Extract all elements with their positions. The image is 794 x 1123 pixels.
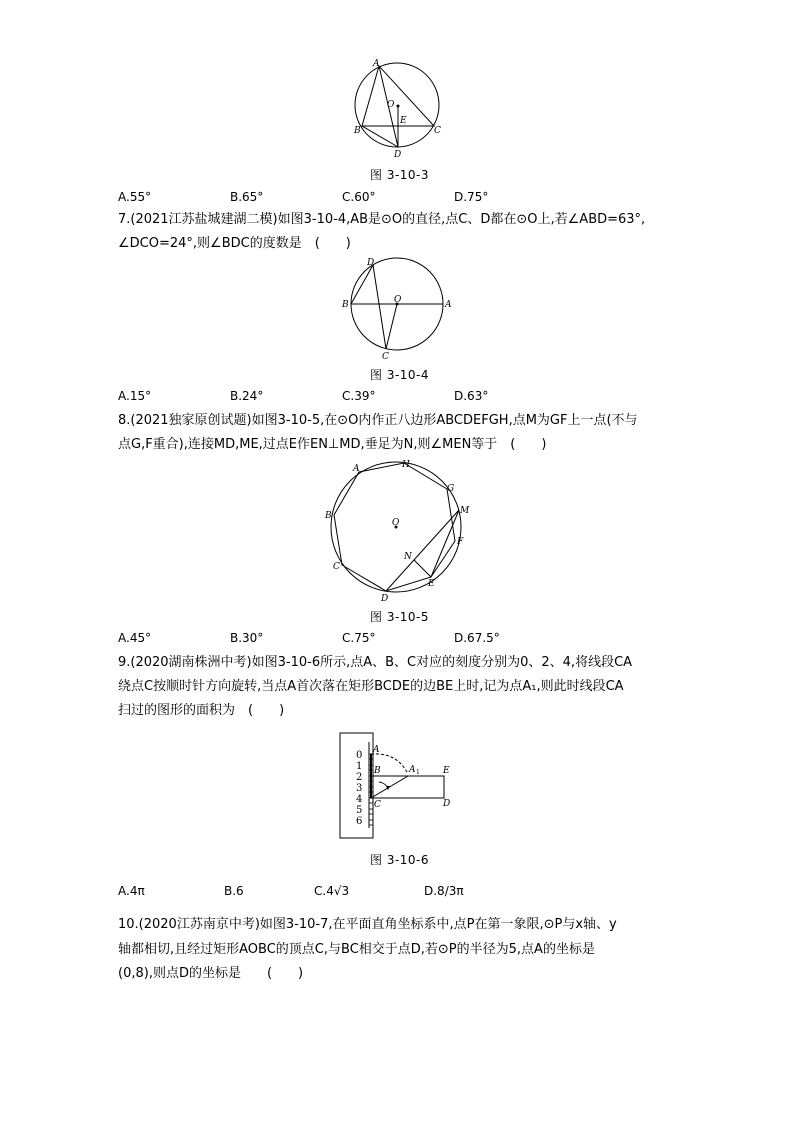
q8-option-d[interactable]: D.67.5° [454, 631, 500, 645]
q7-option-a[interactable]: A.15° [118, 389, 152, 403]
q7-option-c[interactable]: C.39° [342, 389, 376, 403]
label-b: B [325, 511, 332, 521]
ruler-tick-1: 1 [356, 761, 363, 772]
figure-3-10-3 [340, 55, 450, 160]
q8-option-b[interactable]: B.30° [230, 631, 264, 645]
q7-line2: ∠DCO=24°,则∠BDC的度数是 ( ) [118, 236, 351, 251]
label-c: C [374, 800, 381, 810]
label-e: E [400, 116, 407, 126]
q9-option-c[interactable]: C.4√3 [314, 884, 350, 898]
q8-line1: 8.(2021独家原创试题)如图3-10-5,在⊙O内作正八边形ABCDEFGH,点M为GF上一点(不与 [118, 413, 638, 428]
label-a: A [373, 59, 380, 69]
q9-option-d[interactable]: D.8/3π [424, 884, 464, 898]
label-o: O [387, 100, 395, 110]
q9-option-a[interactable]: A.4π [118, 884, 145, 898]
label-b: B [342, 300, 349, 310]
q10-line3: (0,8),则点D的坐标是 ( ) [118, 966, 304, 981]
q9-options [118, 880, 678, 902]
q6-option-d[interactable]: D.75° [454, 190, 489, 204]
label-a: A [373, 745, 380, 755]
q8-option-c[interactable]: C.75° [342, 631, 376, 645]
q6-options [118, 190, 678, 206]
caption-3-10-3: 图 3-10-3 [370, 168, 430, 182]
caption-3-10-6: 图 3-10-6 [370, 853, 430, 867]
label-b: B [374, 766, 381, 776]
q7-option-b[interactable]: B.24° [230, 389, 264, 403]
label-o: O [392, 518, 400, 528]
q9-option-b[interactable]: B.6 [224, 884, 244, 898]
label-e: E [443, 766, 450, 776]
ruler-tick-0: 0 [356, 750, 363, 761]
label-d: D [394, 150, 402, 160]
label-d: D [443, 799, 451, 809]
q6-option-a[interactable]: A.55° [118, 190, 152, 204]
label-a: A [353, 464, 360, 474]
label-a1-sub: 1 [416, 769, 420, 776]
label-d: D [367, 258, 375, 268]
q7-options [118, 389, 678, 405]
label-c: C [434, 126, 441, 136]
q7-option-d[interactable]: D.63° [454, 389, 489, 403]
q8-line2: 点G,F重合),连接MD,ME,过点E作EN⊥MD,垂足为N,则∠MEN等于 ( ) [118, 437, 547, 452]
label-e: E [428, 579, 435, 589]
label-g: G [447, 484, 455, 494]
figure-3-10-4 [338, 255, 458, 363]
ruler-tick-5: 5 [356, 805, 363, 816]
label-d: D [381, 594, 389, 604]
label-h: H [402, 460, 410, 470]
figure-3-10-5 [320, 455, 480, 605]
label-a1: A [409, 765, 416, 775]
ruler-tick-4: 4 [356, 794, 363, 805]
q9-line3: 扫过的图形的面积为 ( ) [118, 703, 285, 718]
q8-options [118, 631, 678, 647]
figure-3-10-6 [335, 728, 465, 843]
label-m: M [460, 506, 470, 516]
caption-3-10-4: 图 3-10-4 [370, 368, 430, 382]
label-n: N [404, 552, 412, 562]
label-c: C [333, 562, 340, 572]
caption-3-10-5: 图 3-10-5 [370, 610, 430, 624]
label-a: A [445, 300, 452, 310]
ruler-tick-6: 6 [356, 816, 363, 827]
q8-option-a[interactable]: A.45° [118, 631, 152, 645]
q6-option-b[interactable]: B.65° [230, 190, 264, 204]
q10-line2: 轴都相切,且经过矩形AOBC的顶点C,与BC相交于点D,若⊙P的半径为5,点A的坐标是 [118, 942, 595, 957]
q7-line1: 7.(2021江苏盐城建湖二模)如图3-10-4,AB是⊙O的直径,点C、D都在⊙O上,若∠ABD=63°, [118, 212, 646, 227]
q6-option-c[interactable]: C.60° [342, 190, 376, 204]
label-f: F [457, 537, 464, 547]
q9-line1: 9.(2020湖南株洲中考)如图3-10-6所示,点A、B、C对应的刻度分别为0、2、4,将线段CA [118, 655, 633, 670]
q9-line2: 绕点C按顺时针方向旋转,当点A首次落在矩形BCDE的边BE上时,记为点A₁,则此时线段CA [118, 679, 624, 694]
ruler-tick-2: 2 [356, 772, 363, 783]
label-b: B [354, 126, 361, 136]
ruler-tick-3: 3 [356, 783, 363, 794]
label-o: O [394, 295, 402, 305]
q10-line1: 10.(2020江苏南京中考)如图3-10-7,在平面直角坐标系中,点P在第一象限,⊙P与x轴、y [118, 917, 617, 932]
label-c: C [382, 352, 389, 362]
